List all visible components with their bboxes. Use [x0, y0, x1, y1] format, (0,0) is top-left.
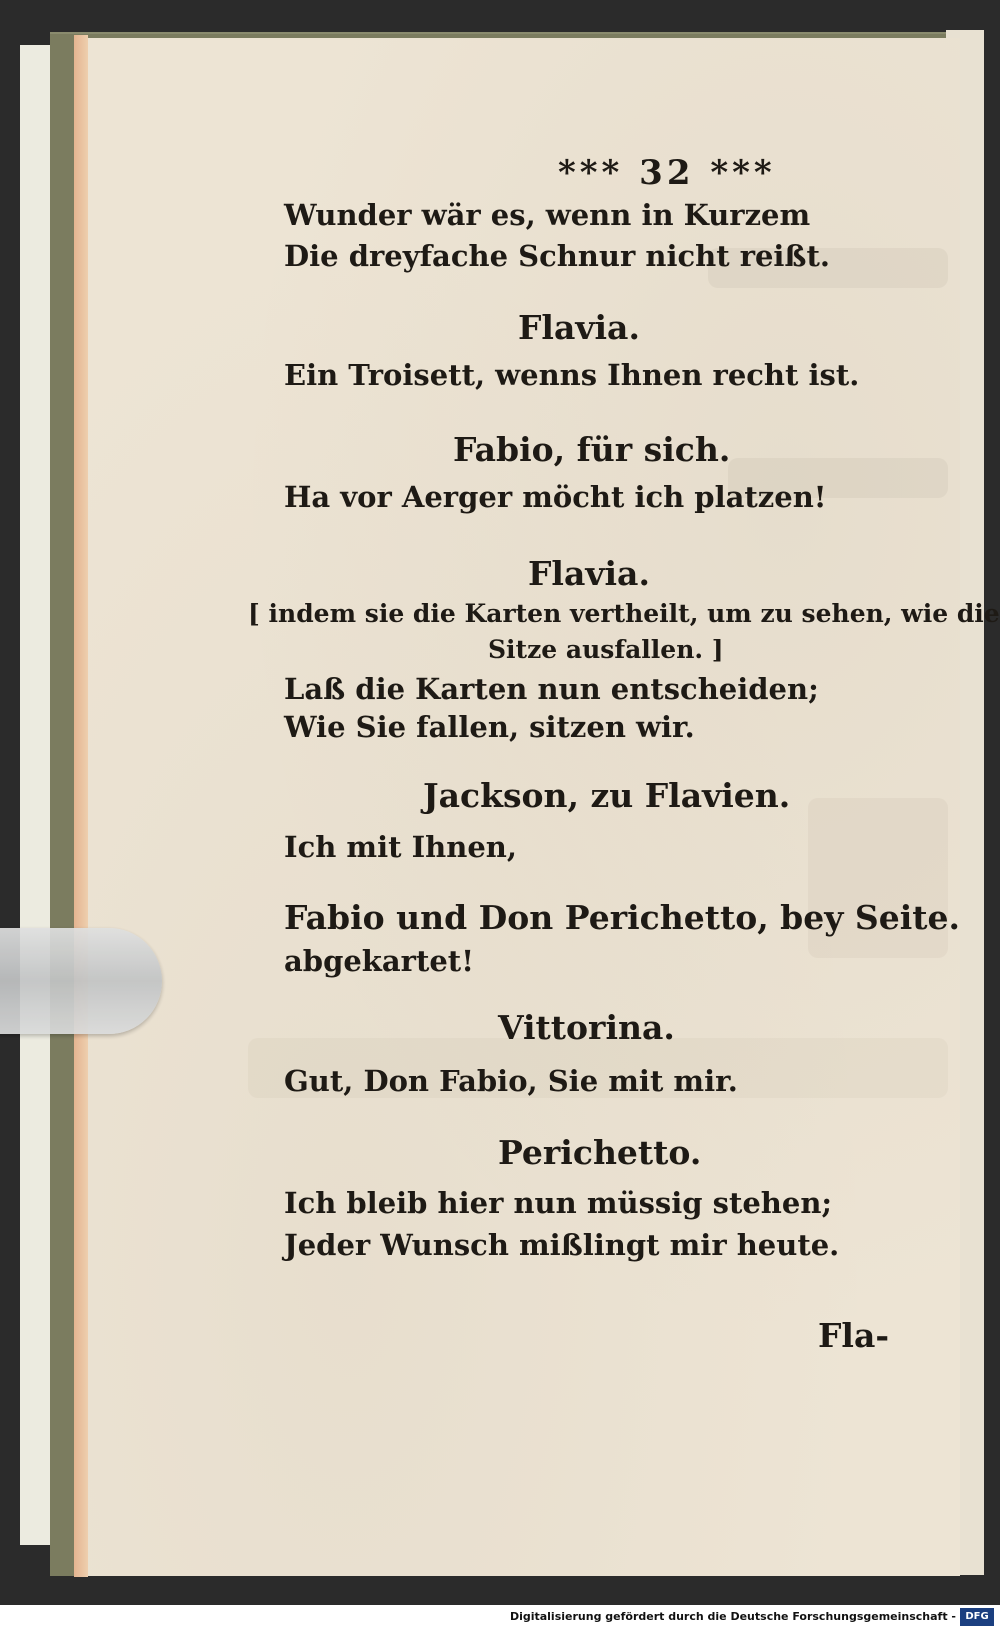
verse-line: Wie Sie fallen, sitzen wir.: [284, 710, 695, 744]
stage-direction: Sitze ausfallen. ]: [488, 635, 724, 664]
speaker-name: Vittorina.: [498, 1008, 675, 1047]
verse-line: Die dreyfache Schnur nicht reißt.: [284, 239, 830, 273]
speaker-name: Perichetto.: [498, 1133, 702, 1172]
verse-line: Gut, Don Fabio, Sie mit mir.: [284, 1064, 738, 1098]
speaker-name: Fabio, für sich.: [453, 430, 731, 469]
speaker-name: Flavia.: [528, 554, 650, 593]
funding-credit: Digitalisierung gefördert durch die Deutsche Forschungsgemeinschaft -: [509, 1610, 956, 1623]
speaker-name: Jackson, zu Flavien.: [423, 776, 791, 815]
verse-line: Wunder wär es, wenn in Kurzem: [284, 198, 811, 232]
page-header: *** 32 ***: [558, 153, 776, 193]
verse-line: Jeder Wunsch mißlingt mir heute.: [284, 1228, 840, 1262]
verse-line: Ein Troisett, wenns Ihnen recht ist.: [284, 358, 860, 392]
dfg-logo: DFG: [960, 1608, 994, 1626]
verse-line: Ich bleib hier nun müssig stehen;: [284, 1186, 833, 1220]
catchword: Fla-: [818, 1316, 890, 1355]
speaker-name: Flavia.: [518, 308, 640, 347]
book-left-edge: [20, 45, 54, 1545]
verse-line: abgekartet!: [284, 944, 474, 978]
paper-edge-stack: [74, 35, 88, 1577]
stage-direction: [ indem sie die Karten vertheilt, um zu sehen, wie die: [248, 599, 1000, 628]
verse-line: Laß die Karten nun entscheiden;: [284, 672, 819, 706]
book-page: [88, 38, 1000, 1576]
page-clip: [0, 928, 162, 1034]
speaker-name: Fabio und Don Perichetto, bey Seite.: [284, 898, 961, 937]
verse-line: Ich mit Ihnen,: [284, 830, 517, 864]
verse-line: Ha vor Aerger möcht ich platzen!: [284, 480, 827, 514]
